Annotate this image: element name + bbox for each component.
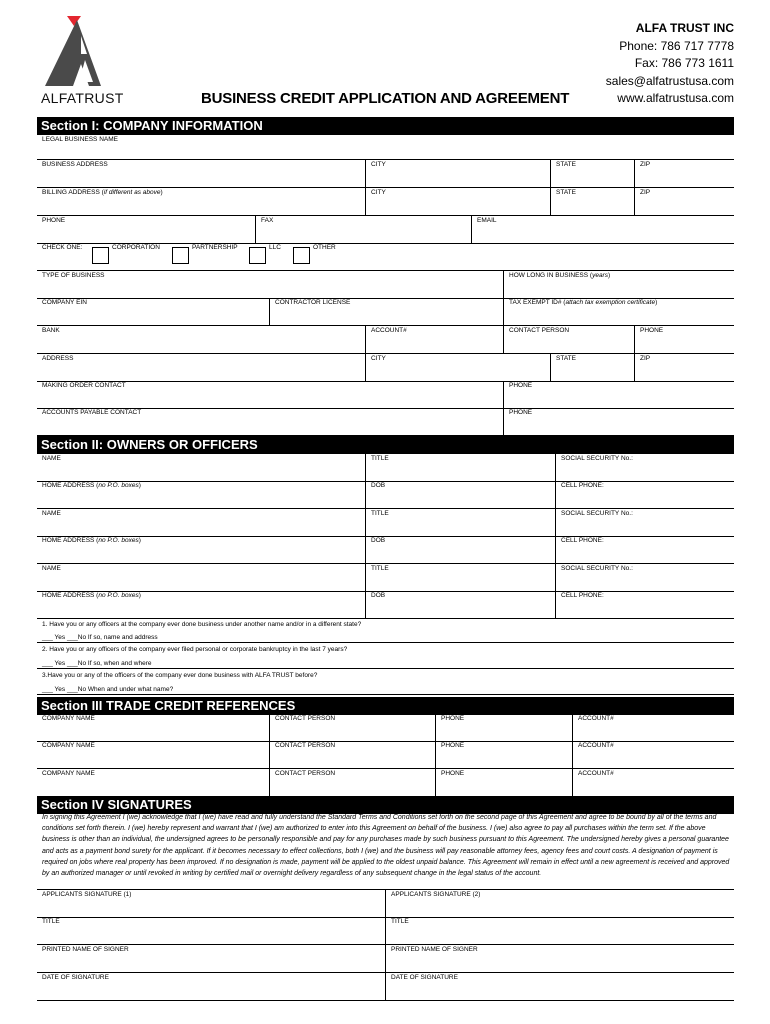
reference-1-phone-field[interactable]: PHONE [435, 714, 572, 741]
signer-1-printed-name-field[interactable]: PRINTED NAME OF SIGNER [42, 946, 129, 953]
years-in-business-field[interactable]: HOW LONG IN BUSINESS (years) [503, 271, 734, 298]
officer-2-name-row [37, 509, 734, 537]
reference-3-company-field[interactable]: COMPANY NAME [42, 770, 95, 777]
order-contact-phone-field[interactable]: PHONE [503, 381, 734, 408]
officer-3-home-address-field[interactable]: HOME ADDRESS (no P.O. boxes) [42, 592, 141, 599]
signer-2-date-field[interactable]: DATE OF SIGNATURE [385, 973, 734, 1000]
phone-field[interactable]: PHONE [42, 217, 66, 224]
bank-field[interactable]: BANK [42, 327, 60, 334]
officer-2-dob-field[interactable]: DOB [365, 536, 555, 563]
reference-3-account-field[interactable]: ACCOUNT# [572, 769, 734, 796]
logo-wordmark: ALFATRUST [41, 90, 124, 106]
officer-1-name-field[interactable]: NAME [42, 455, 61, 462]
officer-1-dob-field[interactable]: DOB [365, 481, 555, 508]
agreement-text: In signing this Agreement I (we) acknowledge that I (we) have read and fully understand the Standard Terms and Conditions set forth on the second page of this Agreement and agree to be bound by all of the terms and conditions set forth therein. I (we) hereby represent and warrant that I (we) am authorized to enter into this Agreement on behalf of the business. I (we) also agree to pay all purchases within the term set. If the above business is other than an individual, the undersigned agrees to be personally responsible and pay for any purchases made by such business pursuant to this Agreement. The undersigned hereby gives a personal guarantee and acts as a payment bond surety for the applicant. If it becomes necessary to effect collections, both I (we) and the business will pay reasonable attorney fees, agency fees and court costs. A designation of payment is required on jobs where real property has been improved. If no designation is made, payment will be applied to the oldest unpaid balance. This Agreement will remain in effect until a new agreement is received and approved by an authorized manager or until revoked in writing by certified mail or overnight delivery regardless of any subsequent change in the legal status of the account. [42, 814, 730, 878]
check-one-label: CHECK ONE: [42, 244, 83, 251]
officer-3-name-field[interactable]: NAME [42, 565, 61, 572]
making-order-contact-field[interactable]: MAKING ORDER CONTACT [42, 382, 126, 389]
bank-zip-field[interactable]: ZIP [634, 354, 734, 381]
business-address-field[interactable]: BUSINESS ADDRESS [42, 161, 108, 168]
document-title: BUSINESS CREDIT APPLICATION AND AGREEMENT [201, 90, 570, 107]
billing-address-row [37, 188, 734, 216]
applicant-signature-2-field[interactable]: APPLICANTS SIGNATURE (2) [385, 890, 734, 917]
question-3: 3.Have you or any of the officers of the company ever done business with ALFA TRUST before? [42, 672, 318, 679]
reference-2-phone-field[interactable]: PHONE [435, 741, 572, 768]
business-address-row [37, 160, 734, 188]
other-label: OTHER [313, 244, 336, 251]
officer-2-cell-phone-field[interactable]: CELL PHONE: [555, 536, 734, 563]
reference-2-contact-field[interactable]: CONTACT PERSON [269, 741, 435, 768]
entity-type-row [37, 243, 734, 271]
bank-state-field[interactable]: STATE [550, 354, 634, 381]
officer-1-title-field[interactable]: TITLE [365, 454, 555, 481]
reference-1-row [37, 714, 734, 742]
reference-1-account-field[interactable]: ACCOUNT# [572, 714, 734, 741]
business-zip-field[interactable]: ZIP [634, 160, 734, 187]
section-2-header: Section II: OWNERS OR OFFICERS [37, 436, 734, 454]
company-fax: Fax: 786 773 1611 [634, 56, 734, 70]
email-field[interactable]: EMAIL [471, 216, 734, 243]
phone-fax-email-row [37, 216, 734, 244]
officer-1-cell-phone-field[interactable]: CELL PHONE: [555, 481, 734, 508]
officer-1-home-address-field[interactable]: HOME ADDRESS (no P.O. boxes) [42, 482, 141, 489]
officer-2-address-row [37, 536, 734, 564]
company-website: www.alfatrustusa.com [617, 91, 734, 105]
business-state-field[interactable]: STATE [550, 160, 634, 187]
question-1: 1. Have you or any officers at the company ever done business under another name and/or in a different state? [42, 621, 362, 628]
officer-2-ssn-field[interactable]: SOCIAL SECURITY No.: [555, 509, 734, 536]
partnership-label: PARTNERSHIP [192, 244, 238, 251]
bank-address-field[interactable]: ADDRESS [42, 355, 74, 362]
company-name: ALFA TRUST INC [635, 21, 734, 35]
applicant-signature-1-field[interactable]: APPLICANTS SIGNATURE (1) [42, 891, 132, 898]
legal-name-field[interactable]: LEGAL BUSINESS NAME [42, 136, 118, 143]
section-1-header: Section I: COMPANY INFORMATION [37, 117, 734, 135]
officer-3-dob-field[interactable]: DOB [365, 591, 555, 618]
signer-2-printed-name-field[interactable]: PRINTED NAME OF SIGNER [385, 945, 734, 972]
question-2-answer[interactable]: ___ Yes ___No If so, when and where [42, 660, 152, 667]
officer-1-name-row [37, 454, 734, 482]
order-contact-row [37, 381, 734, 409]
ap-contact-row [37, 408, 734, 436]
printed-name-row [37, 945, 734, 973]
signature-row [37, 889, 734, 918]
officer-3-name-row [37, 564, 734, 592]
officer-1-ssn-field[interactable]: SOCIAL SECURITY No.: [555, 454, 734, 481]
question-2: 2. Have you or any officers of the company ever filed personal or corporate bankruptcy in the last 7 years? [42, 646, 348, 653]
question-1-line [37, 642, 734, 643]
signer-title-row [37, 917, 734, 945]
legal-name-row [37, 135, 734, 160]
billing-state-field[interactable]: STATE [550, 188, 634, 215]
business-type-row [37, 271, 734, 299]
signature-date-row [37, 973, 734, 1001]
reference-3-contact-field[interactable]: CONTACT PERSON [269, 769, 435, 796]
reference-2-row [37, 741, 734, 769]
reference-3-row [37, 769, 734, 797]
reference-2-account-field[interactable]: ACCOUNT# [572, 741, 734, 768]
corporation-label: CORPORATION [112, 244, 160, 251]
signer-2-title-field[interactable]: TITLE [385, 917, 734, 944]
company-phone: Phone: 786 717 7778 [619, 38, 734, 53]
officer-3-title-field[interactable]: TITLE [365, 564, 555, 591]
llc-label: LLC [269, 244, 281, 251]
business-city-field[interactable]: CITY [365, 160, 550, 187]
section-3-header: Section III TRADE CREDIT REFERENCES [37, 697, 734, 715]
officer-3-cell-phone-field[interactable]: CELL PHONE: [555, 591, 734, 618]
question-2-line [37, 668, 734, 669]
bank-contact-person-field[interactable]: CONTACT PERSON [503, 326, 634, 353]
billing-city-field[interactable]: CITY [365, 188, 550, 215]
officer-3-address-row [37, 591, 734, 619]
question-3-line [37, 694, 734, 695]
ap-contact-phone-field[interactable]: PHONE [503, 408, 734, 435]
ein-row [37, 298, 734, 326]
signer-1-title-field[interactable]: TITLE [42, 918, 60, 925]
question-1-answer[interactable]: ___ Yes ___No If so, name and address [42, 634, 158, 641]
signer-1-date-field[interactable]: DATE OF SIGNATURE [42, 974, 109, 981]
officer-2-name-field[interactable]: NAME [42, 510, 61, 517]
question-3-answer[interactable]: ___ Yes ___No When and under what name? [42, 686, 174, 693]
company-ein-field[interactable]: COMPANY EIN [42, 299, 87, 306]
fax-field[interactable]: FAX [255, 216, 471, 243]
reference-2-company-field[interactable]: COMPANY NAME [42, 742, 95, 749]
accounts-payable-contact-field[interactable]: ACCOUNTS PAYABLE CONTACT [42, 409, 142, 416]
reference-1-contact-field[interactable]: CONTACT PERSON [269, 714, 435, 741]
officer-3-ssn-field[interactable]: SOCIAL SECURITY No.: [555, 564, 734, 591]
company-contact-block [606, 20, 734, 108]
contractor-license-field[interactable]: CONTRACTOR LICENSE [269, 298, 503, 325]
type-of-business-field[interactable]: TYPE OF BUSINESS [42, 272, 105, 279]
reference-1-company-field[interactable]: COMPANY NAME [42, 715, 95, 722]
bank-row [37, 326, 734, 354]
bank-phone-field[interactable]: PHONE [634, 326, 734, 353]
bank-address-row [37, 354, 734, 382]
officer-1-address-row [37, 481, 734, 509]
section-4-header: Section IV SIGNATURES [37, 796, 734, 814]
bank-city-field[interactable]: CITY [365, 354, 550, 381]
billing-address-field[interactable]: BILLING ADDRESS (if different as above) [42, 189, 163, 196]
officer-2-title-field[interactable]: TITLE [365, 509, 555, 536]
bank-account-field[interactable]: ACCOUNT# [365, 326, 503, 353]
reference-3-phone-field[interactable]: PHONE [435, 769, 572, 796]
billing-zip-field[interactable]: ZIP [634, 188, 734, 215]
tax-exempt-field[interactable]: TAX EXEMPT ID# (attach tax exemption certificate) [503, 298, 734, 325]
company-email: sales@alfatrustusa.com [605, 73, 734, 88]
officer-2-home-address-field[interactable]: HOME ADDRESS (no P.O. boxes) [42, 537, 141, 544]
